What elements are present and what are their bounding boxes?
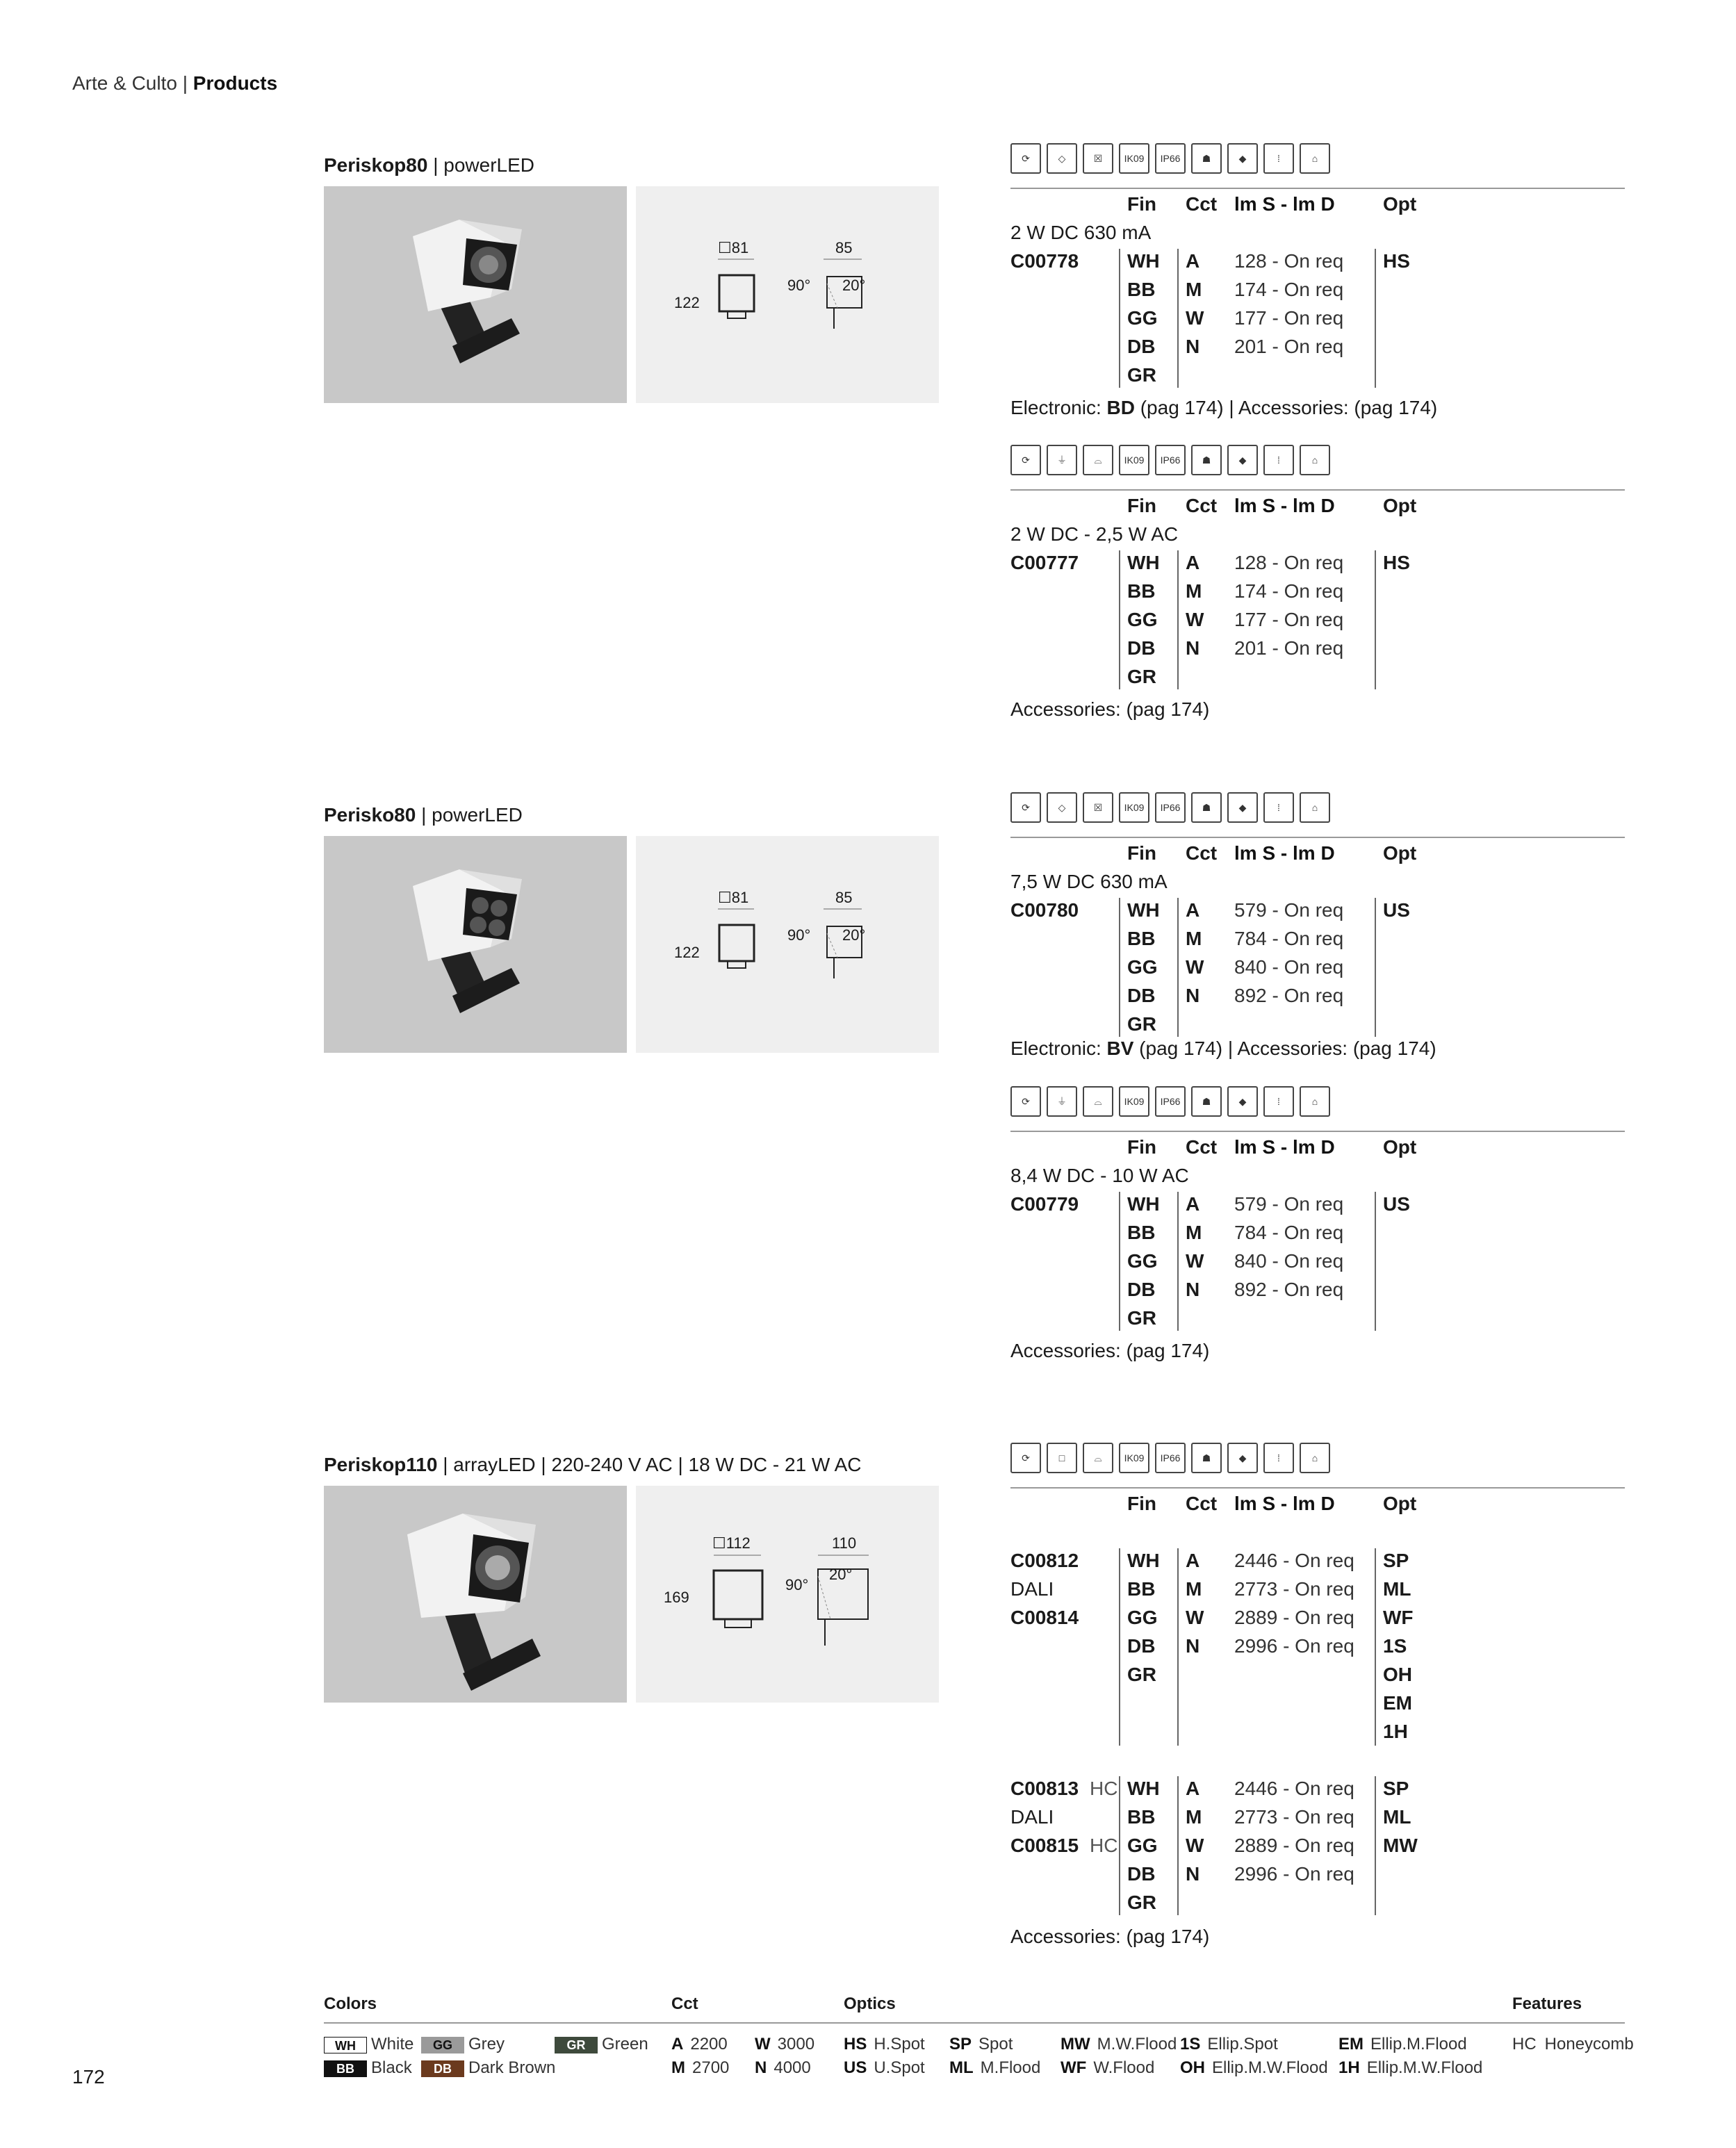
ik09-icon: IK09 [1119, 792, 1149, 823]
no-cover-icon: ☒ [1083, 143, 1113, 174]
accessories-note: Electronic: BD (pag 174) | Accessories: (pag 174) [1010, 397, 1438, 418]
power-row: 8,4 W DC - 10 W AC [1010, 1165, 1189, 1186]
ip66-icon: IP66 [1155, 792, 1186, 823]
power-row: 2 W DC - 2,5 W AC [1010, 523, 1179, 545]
color-swatch: WH White [324, 2035, 413, 2054]
page-category: Products [193, 72, 278, 94]
technical-drawing [636, 186, 939, 403]
table-row: C00813 HC WH A 2446 - On req SP [1010, 1778, 1409, 1799]
rotate-icon: ⟳ [1010, 1086, 1041, 1117]
ground-icon: ⏚ [1047, 445, 1077, 475]
dim-tilt: 90° [787, 926, 811, 944]
product-photo [324, 836, 627, 1053]
table-row: DB N 892 - On req [1127, 985, 1344, 1006]
dimension-icon: ⁞ [1263, 143, 1294, 174]
cct-item: N 4000 [755, 2058, 811, 2077]
rotate-icon: ⟳ [1010, 792, 1041, 823]
optic-item: OH Ellip.M.W.Flood [1180, 2058, 1328, 2077]
dim-height: 122 [674, 294, 700, 311]
adjust-icon: ◆ [1227, 792, 1258, 823]
table-row: 1H [1383, 1721, 1408, 1742]
legend-cct-heading: Cct [671, 1994, 698, 2013]
class-iii-icon: ◇ [1047, 792, 1077, 823]
accessories-note: Accessories: (pag 174) [1010, 698, 1210, 720]
table-row: DB N 201 - On req [1127, 336, 1344, 357]
optic-item: US U.Spot [844, 2058, 925, 2077]
table-row: GR [1127, 1013, 1156, 1035]
section-title: Arte & Culto [72, 72, 177, 94]
column-divider [1119, 1548, 1120, 1746]
product-title: Periskop80 | powerLED [324, 154, 534, 176]
house-icon: ⌂ [1300, 1443, 1330, 1473]
optic-item: SP Spot [949, 2035, 1013, 2053]
optic-item: 1S Ellip.Spot [1180, 2035, 1278, 2053]
led-icon: ☗ [1191, 1086, 1222, 1117]
table-row: C00779 WH A 579 - On req US [1010, 1193, 1410, 1215]
page-number: 172 [72, 2066, 105, 2088]
feature-icons [1010, 143, 1330, 174]
dimension-icon: ⁞ [1263, 445, 1294, 475]
table-header: Fin Cct lm S - lm D Opt [1127, 1493, 1417, 1514]
accessories-note: Electronic: BV (pag 174) | Accessories: (pag 174) [1010, 1038, 1436, 1059]
product-title: Perisko80 | powerLED [324, 804, 523, 826]
cct-item: W 3000 [755, 2035, 815, 2053]
table-row: GR [1127, 364, 1156, 386]
page-header: Arte & Culto | Products [72, 72, 278, 94]
cct-item: M 2700 [671, 2058, 730, 2077]
table-row: DALI BB M 2773 - On req ML [1010, 1806, 1411, 1828]
dimension-icon: ⁞ [1263, 792, 1294, 823]
legend-colors-heading: Colors [324, 1994, 377, 2013]
dimension-icon: ⁞ [1263, 1086, 1294, 1117]
table-row: GG W 177 - On req [1127, 609, 1344, 630]
table-row: GR [1127, 666, 1156, 687]
adjust-icon: ◆ [1227, 445, 1258, 475]
table-row: BB M 784 - On req [1127, 1222, 1344, 1243]
table-row: GR [1127, 1892, 1156, 1913]
ik09-icon: IK09 [1119, 1086, 1149, 1117]
feature-icons [1010, 792, 1330, 823]
column-divider [1177, 1548, 1179, 1746]
table-row: DB N 2996 - On req [1127, 1863, 1354, 1885]
table-header: Fin Cct lm S - lm D Opt [1127, 495, 1417, 516]
table-header: Fin Cct lm S - lm D Opt [1127, 193, 1417, 215]
adjust-icon: ◆ [1227, 143, 1258, 174]
dim-tilt: 90° [787, 277, 811, 294]
led-icon: ☗ [1191, 792, 1222, 823]
column-divider [1177, 1192, 1179, 1331]
table-header: Fin Cct lm S - lm D Opt [1127, 1136, 1417, 1158]
column-divider [1375, 249, 1376, 388]
optic-item: MW M.W.Flood [1061, 2035, 1177, 2053]
product-photo [324, 1486, 627, 1703]
table-row: C00815 HC GG W 2889 - On req MW [1010, 1835, 1418, 1856]
house-icon: ⌂ [1300, 143, 1330, 174]
house-icon: ⌂ [1300, 445, 1330, 475]
dim-tilt: 90° [785, 1576, 809, 1593]
class-ii-icon: □ [1047, 1443, 1077, 1473]
table-row: GG W 177 - On req [1127, 307, 1344, 329]
product-title: Periskop110 | arrayLED | 220-240 V AC | 18 W DC - 21 W AC [324, 1454, 862, 1475]
column-divider [1119, 1776, 1120, 1915]
adjust-icon: ◆ [1227, 1086, 1258, 1117]
ik09-icon: IK09 [1119, 445, 1149, 475]
color-swatch: GR Green [555, 2035, 648, 2054]
ip66-icon: IP66 [1155, 143, 1186, 174]
ip66-icon: IP66 [1155, 1443, 1186, 1473]
lamp-icon: ⌓ [1083, 1443, 1113, 1473]
color-swatch: BB Black [324, 2058, 412, 2078]
lamp-icon: ⌓ [1083, 1086, 1113, 1117]
dim-square: ☐81 [718, 889, 749, 906]
table-row: DB N 201 - On req [1127, 637, 1344, 659]
dim-height: 122 [674, 944, 700, 961]
feature-icons [1010, 445, 1330, 475]
table-row: C00812 WH A 2446 - On req SP [1010, 1550, 1409, 1571]
divider [1010, 1131, 1625, 1132]
dimension-icon: ⁞ [1263, 1443, 1294, 1473]
rotate-icon: ⟳ [1010, 1443, 1041, 1473]
color-swatch: DB Dark Brown [421, 2058, 555, 2078]
table-row: C00777 WH A 128 - On req HS [1010, 552, 1410, 573]
feature-item: HC Honeycomb [1512, 2035, 1634, 2053]
technical-drawing [636, 1486, 939, 1703]
column-divider [1119, 898, 1120, 1037]
column-divider [1375, 1776, 1376, 1915]
table-header: Fin Cct lm S - lm D Opt [1127, 842, 1417, 864]
column-divider [1177, 249, 1179, 388]
column-divider [1177, 1776, 1179, 1915]
cct-item: A 2200 [671, 2035, 728, 2053]
table-row: C00778 WH A 128 - On req HS [1010, 250, 1410, 272]
ik09-icon: IK09 [1119, 1443, 1149, 1473]
led-icon: ☗ [1191, 1443, 1222, 1473]
no-cover-icon: ☒ [1083, 792, 1113, 823]
optic-item: WF W.Flood [1061, 2058, 1155, 2077]
dim-width: 110 [832, 1534, 857, 1552]
power-row: 2 W DC 630 mA [1010, 222, 1152, 243]
divider [1010, 837, 1625, 838]
ik09-icon: IK09 [1119, 143, 1149, 174]
dim-width: 85 [835, 239, 853, 256]
dim-square: ☐112 [712, 1534, 751, 1552]
optic-item: EM Ellip.M.Flood [1338, 2035, 1467, 2053]
divider [1010, 188, 1625, 189]
led-icon: ☗ [1191, 143, 1222, 174]
legend-optics-heading: Optics [844, 1994, 896, 2013]
dim-square: ☐81 [718, 239, 749, 256]
table-row: GR [1127, 1307, 1156, 1329]
accessories-note: Accessories: (pag 174) [1010, 1926, 1210, 1947]
power-row: 7,5 W DC 630 mA [1010, 871, 1168, 892]
table-row: DB N 2996 - On req 1S [1127, 1635, 1407, 1657]
lamp-icon: ⌓ [1083, 445, 1113, 475]
table-row: DB N 892 - On req [1127, 1279, 1344, 1300]
dim-height: 169 [664, 1589, 689, 1606]
table-row: GG W 840 - On req [1127, 1250, 1344, 1272]
house-icon: ⌂ [1300, 1086, 1330, 1117]
optic-item: ML M.Flood [949, 2058, 1041, 2077]
table-row: C00780 WH A 579 - On req US [1010, 899, 1410, 921]
column-divider [1375, 550, 1376, 689]
table-row: BB M 784 - On req [1127, 928, 1344, 949]
table-row: GR OH [1127, 1664, 1412, 1685]
accessories-note: Accessories: (pag 174) [1010, 1340, 1210, 1361]
optic-item: 1H Ellip.M.W.Flood [1338, 2058, 1483, 2077]
optic-item: HS H.Spot [844, 2035, 925, 2053]
ground-icon: ⏚ [1047, 1086, 1077, 1117]
ip66-icon: IP66 [1155, 445, 1186, 475]
class-iii-icon: ◇ [1047, 143, 1077, 174]
dim-width: 85 [835, 889, 853, 906]
table-row: DALI BB M 2773 - On req ML [1010, 1578, 1411, 1600]
dim-beam: 20° [829, 1566, 853, 1583]
ip66-icon: IP66 [1155, 1086, 1186, 1117]
column-divider [1177, 898, 1179, 1037]
legend-divider [324, 2022, 1625, 2024]
column-divider [1177, 550, 1179, 689]
column-divider [1375, 898, 1376, 1037]
color-swatch: GG Grey [421, 2035, 505, 2054]
column-divider [1119, 1192, 1120, 1331]
led-icon: ☗ [1191, 445, 1222, 475]
column-divider [1119, 550, 1120, 689]
feature-icons [1010, 1086, 1330, 1117]
table-row: GG W 840 - On req [1127, 956, 1344, 978]
adjust-icon: ◆ [1227, 1443, 1258, 1473]
product-photo [324, 186, 627, 403]
dim-beam: 20° [842, 926, 866, 944]
table-row: C00814 GG W 2889 - On req WF [1010, 1607, 1414, 1628]
table-row: BB M 174 - On req [1127, 580, 1344, 602]
divider [1010, 489, 1625, 491]
table-row: EM [1383, 1692, 1412, 1714]
column-divider [1375, 1548, 1376, 1746]
rotate-icon: ⟳ [1010, 143, 1041, 174]
feature-icons [1010, 1443, 1330, 1473]
table-row: BB M 174 - On req [1127, 279, 1344, 300]
dim-beam: 20° [842, 277, 866, 294]
house-icon: ⌂ [1300, 792, 1330, 823]
column-divider [1375, 1192, 1376, 1331]
legend-features-heading: Features [1512, 1994, 1582, 2013]
column-divider [1119, 249, 1120, 388]
divider [1010, 1487, 1625, 1489]
rotate-icon: ⟳ [1010, 445, 1041, 475]
technical-drawing [636, 836, 939, 1053]
